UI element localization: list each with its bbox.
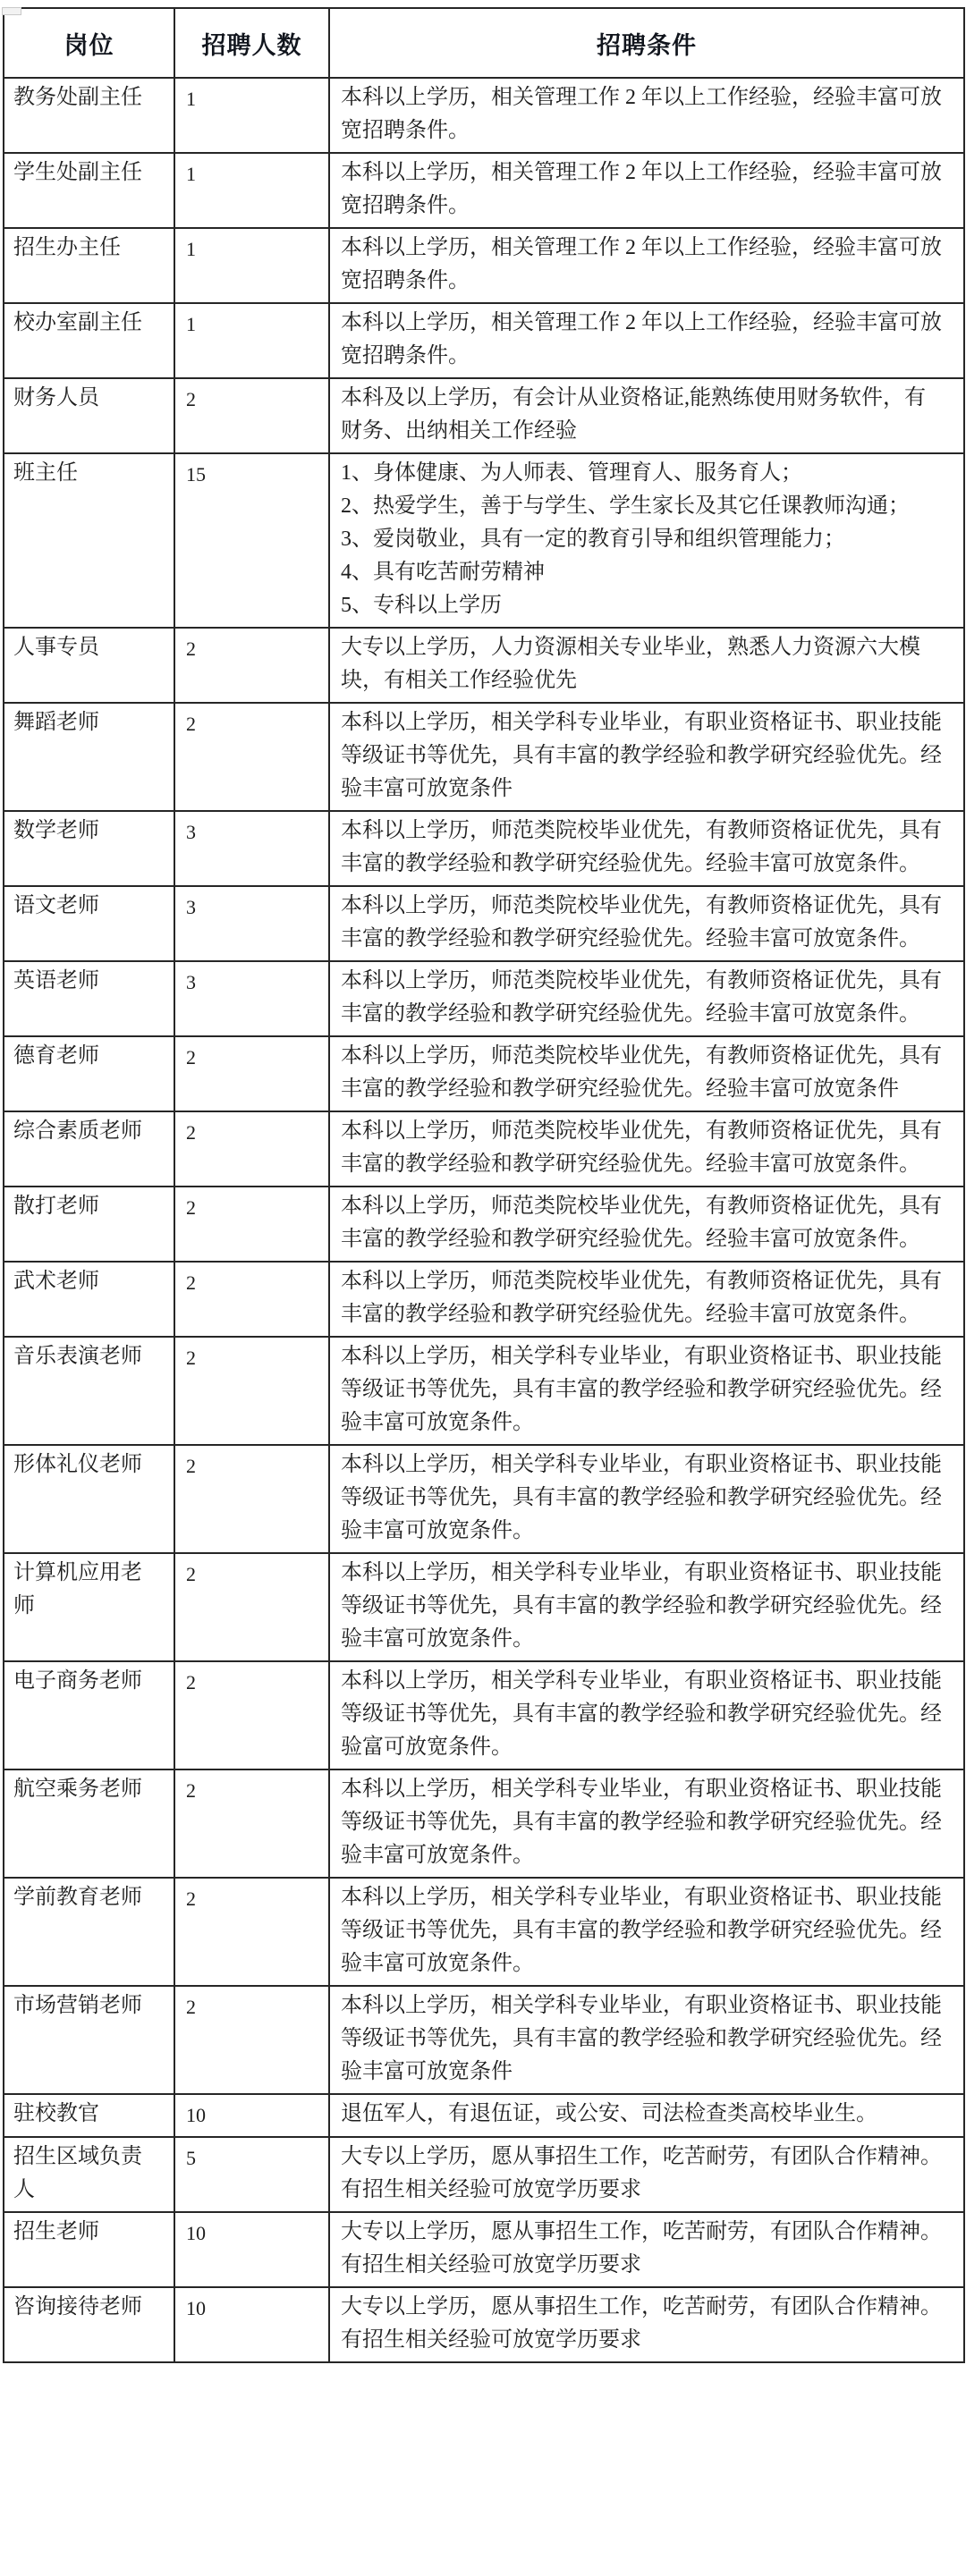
position-cell: 德育老师 bbox=[4, 1036, 174, 1111]
requirement-line: 本科以上学历，相关管理工作 2 年以上工作经验，经验丰富可放宽招聘条件。 bbox=[341, 311, 942, 367]
table-row bbox=[4, 961, 964, 1036]
position-cell: 计算机应用老师 bbox=[4, 1553, 174, 1661]
count-cell: 1 bbox=[174, 228, 329, 303]
count-cell: 2 bbox=[174, 628, 329, 703]
requirement-line: 本科以上学历，相关管理工作 2 年以上工作经验，经验丰富可放宽招聘条件。 bbox=[341, 236, 942, 292]
table-row bbox=[4, 1878, 964, 1986]
requirements-cell bbox=[329, 378, 964, 453]
document-page bbox=[0, 7, 966, 2576]
position-cell: 武术老师 bbox=[4, 1262, 174, 1337]
requirement-line: 本科以上学历，相关管理工作 2 年以上工作经验，经验丰富可放宽招聘条件。 bbox=[341, 161, 942, 217]
table-row bbox=[4, 78, 964, 153]
position-cell: 招生老师 bbox=[4, 2212, 174, 2287]
requirement-line: 本科以上学历，相关管理工作 2 年以上工作经验，经验丰富可放宽招聘条件。 bbox=[341, 86, 942, 142]
count-cell: 1 bbox=[174, 78, 329, 153]
requirement-line: 本科以上学历，师范类院校毕业优先，有教师资格证优先，具有丰富的教学经验和教学研究经验优先。经验丰富可放宽条件 bbox=[341, 1044, 942, 1101]
table-row bbox=[4, 628, 964, 703]
position-cell: 舞蹈老师 bbox=[4, 703, 174, 811]
requirement-line: 5、专科以上学历 bbox=[341, 594, 502, 617]
requirements-cell bbox=[329, 961, 964, 1036]
count-cell: 10 bbox=[174, 2094, 329, 2137]
requirements-cell bbox=[329, 1036, 964, 1111]
table-row bbox=[4, 1445, 964, 1553]
requirements-cell bbox=[329, 2212, 964, 2287]
page-corner-artifact bbox=[2, 7, 21, 15]
requirements-cell bbox=[329, 1661, 964, 1769]
table-row bbox=[4, 303, 964, 378]
count-cell: 2 bbox=[174, 1553, 329, 1661]
requirement-line: 本科以上学历，相关学科专业毕业，有职业资格证书、职业技能等级证书等优先，具有丰富的教学经验和教学研究经验优先。经验丰富可放宽条件。 bbox=[341, 1886, 942, 1975]
requirements-cell bbox=[329, 628, 964, 703]
requirements-cell bbox=[329, 2137, 964, 2212]
position-cell: 招生办主任 bbox=[4, 228, 174, 303]
table-body bbox=[4, 78, 964, 2362]
table-row bbox=[4, 811, 964, 886]
requirement-line: 大专以上学历，愿从事招生工作，吃苦耐劳，有团队合作精神。有招生相关经验可放宽学历要求 bbox=[341, 2220, 942, 2276]
requirement-line: 大专以上学历，人力资源相关专业毕业，熟悉人力资源六大模块，有相关工作经验优先 bbox=[341, 636, 920, 692]
requirements-cell bbox=[329, 1769, 964, 1878]
requirements-cell bbox=[329, 1986, 964, 2094]
table-row bbox=[4, 228, 964, 303]
table-row bbox=[4, 1986, 964, 2094]
count-cell: 2 bbox=[174, 1661, 329, 1769]
table-row bbox=[4, 2287, 964, 2362]
count-cell: 5 bbox=[174, 2137, 329, 2212]
requirements-cell bbox=[329, 1337, 964, 1445]
count-cell: 2 bbox=[174, 703, 329, 811]
requirement-line: 本科以上学历，相关学科专业毕业，有职业资格证书、职业技能等级证书等优先，具有丰富的教学经验和教学研究经验优先。经验丰富可放宽条件。 bbox=[341, 1778, 942, 1867]
requirements-cell bbox=[329, 228, 964, 303]
requirement-line: 大专以上学历，愿从事招生工作，吃苦耐劳，有团队合作精神。有招生相关经验可放宽学历要求 bbox=[341, 2145, 942, 2201]
position-cell: 驻校教官 bbox=[4, 2094, 174, 2137]
count-cell: 2 bbox=[174, 1111, 329, 1187]
count-cell: 2 bbox=[174, 1036, 329, 1111]
table-row bbox=[4, 378, 964, 453]
count-cell: 2 bbox=[174, 1187, 329, 1262]
table-row bbox=[4, 703, 964, 811]
requirement-line: 本科以上学历，师范类院校毕业优先，有教师资格证优先，具有丰富的教学经验和教学研究经验优先。经验丰富可放宽条件。 bbox=[341, 1270, 942, 1326]
count-cell: 2 bbox=[174, 378, 329, 453]
position-cell: 航空乘务老师 bbox=[4, 1769, 174, 1878]
count-cell: 2 bbox=[174, 1878, 329, 1986]
count-cell: 15 bbox=[174, 453, 329, 628]
position-cell: 教务处副主任 bbox=[4, 78, 174, 153]
requirements-cell bbox=[329, 703, 964, 811]
requirement-line: 2、热爱学生，善于与学生、学生家长及其它任课教师沟通； bbox=[341, 494, 910, 518]
table-row bbox=[4, 1036, 964, 1111]
position-cell: 财务人员 bbox=[4, 378, 174, 453]
count-cell: 2 bbox=[174, 1337, 329, 1445]
requirement-line: 3、爱岗敬业，具有一定的教育引导和组织管理能力； bbox=[341, 528, 845, 551]
table-row bbox=[4, 153, 964, 228]
table-row bbox=[4, 453, 964, 628]
count-cell: 1 bbox=[174, 153, 329, 228]
table-row bbox=[4, 1262, 964, 1337]
recruitment-table bbox=[3, 7, 965, 2363]
table-row bbox=[4, 2094, 964, 2137]
requirements-cell bbox=[329, 78, 964, 153]
requirements-cell bbox=[329, 1187, 964, 1262]
column-header-count: 招聘人数 bbox=[174, 8, 329, 78]
table-row bbox=[4, 1769, 964, 1878]
table-row bbox=[4, 1553, 964, 1661]
column-header-position: 岗位 bbox=[4, 8, 174, 78]
count-cell: 10 bbox=[174, 2287, 329, 2362]
requirements-cell bbox=[329, 303, 964, 378]
requirements-cell bbox=[329, 1262, 964, 1337]
position-cell: 人事专员 bbox=[4, 628, 174, 703]
requirement-line: 1、身体健康、为人师表、管理育人、服务育人； bbox=[341, 461, 802, 485]
count-cell: 1 bbox=[174, 303, 329, 378]
requirements-cell bbox=[329, 1111, 964, 1187]
requirement-line: 本科以上学历，相关学科专业毕业，有职业资格证书、职业技能等级证书等优先，具有丰富的教学经验和教学研究经验优先。经验丰富可放宽条件 bbox=[341, 1994, 942, 2083]
table-row bbox=[4, 2137, 964, 2212]
count-cell: 3 bbox=[174, 961, 329, 1036]
requirement-line: 大专以上学历，愿从事招生工作，吃苦耐劳，有团队合作精神。有招生相关经验可放宽学历要求 bbox=[341, 2295, 942, 2352]
position-cell: 市场营销老师 bbox=[4, 1986, 174, 2094]
count-cell: 2 bbox=[174, 1986, 329, 2094]
count-cell: 2 bbox=[174, 1445, 329, 1553]
table-row bbox=[4, 1661, 964, 1769]
table-header-row bbox=[4, 8, 964, 78]
position-cell: 学前教育老师 bbox=[4, 1878, 174, 1986]
position-cell: 班主任 bbox=[4, 453, 174, 628]
requirements-cell bbox=[329, 2287, 964, 2362]
requirement-line: 本科以上学历，师范类院校毕业优先，有教师资格证优先，具有丰富的教学经验和教学研究经验优先。经验丰富可放宽条件。 bbox=[341, 1195, 942, 1251]
count-cell: 2 bbox=[174, 1262, 329, 1337]
table-row bbox=[4, 886, 964, 961]
position-cell: 综合素质老师 bbox=[4, 1111, 174, 1187]
position-cell: 形体礼仪老师 bbox=[4, 1445, 174, 1553]
position-cell: 音乐表演老师 bbox=[4, 1337, 174, 1445]
requirements-cell bbox=[329, 1445, 964, 1553]
requirement-line: 本科以上学历，师范类院校毕业优先，有教师资格证优先，具有丰富的教学经验和教学研究经验优先。经验丰富可放宽条件。 bbox=[341, 894, 942, 950]
requirement-line: 本科以上学历，师范类院校毕业优先，有教师资格证优先，具有丰富的教学经验和教学研究经验优先。经验丰富可放宽条件。 bbox=[341, 969, 942, 1026]
position-cell: 招生区域负责人 bbox=[4, 2137, 174, 2212]
position-cell: 语文老师 bbox=[4, 886, 174, 961]
requirements-cell bbox=[329, 886, 964, 961]
count-cell: 3 bbox=[174, 886, 329, 961]
table-row bbox=[4, 1337, 964, 1445]
position-cell: 电子商务老师 bbox=[4, 1661, 174, 1769]
requirements-cell bbox=[329, 811, 964, 886]
requirements-cell bbox=[329, 2094, 964, 2137]
position-cell: 英语老师 bbox=[4, 961, 174, 1036]
requirements-cell bbox=[329, 1553, 964, 1661]
position-cell: 散打老师 bbox=[4, 1187, 174, 1262]
table-row bbox=[4, 1187, 964, 1262]
table-row bbox=[4, 2212, 964, 2287]
requirement-line: 本科及以上学历，有会计从业资格证,能熟练使用财务软件，有财务、出纳相关工作经验 bbox=[341, 386, 926, 443]
requirement-line: 本科以上学历，相关学科专业毕业，有职业资格证书、职业技能等级证书等优先，具有丰富的教学经验和教学研究经验优先。经验丰富可放宽条件。 bbox=[341, 1453, 942, 1542]
requirement-line: 本科以上学历，师范类院校毕业优先，有教师资格证优先，具有丰富的教学经验和教学研究经验优先。经验丰富可放宽条件。 bbox=[341, 819, 942, 875]
requirements-cell bbox=[329, 1878, 964, 1986]
requirements-cell bbox=[329, 153, 964, 228]
requirement-line: 本科以上学历，相关学科专业毕业，有职业资格证书、职业技能等级证书等优先，具有丰富的教学经验和教学研究经验优先。经验富可放宽条件。 bbox=[341, 1669, 942, 1759]
position-cell: 数学老师 bbox=[4, 811, 174, 886]
table-row bbox=[4, 1111, 964, 1187]
requirement-line: 4、具有吃苦耐劳精神 bbox=[341, 561, 545, 584]
column-header-requirements: 招聘条件 bbox=[329, 8, 964, 78]
requirement-line: 本科以上学历，相关学科专业毕业，有职业资格证书、职业技能等级证书等优先，具有丰富的教学经验和教学研究经验优先。经验丰富可放宽条件。 bbox=[341, 1561, 942, 1651]
requirement-line: 本科以上学历，相关学科专业毕业，有职业资格证书、职业技能等级证书等优先，具有丰富的教学经验和教学研究经验优先。经验丰富可放宽条件。 bbox=[341, 1345, 942, 1434]
requirement-line: 本科以上学历，相关学科专业毕业，有职业资格证书、职业技能等级证书等优先，具有丰富的教学经验和教学研究经验优先。经验丰富可放宽条件 bbox=[341, 711, 942, 800]
position-cell: 咨询接待老师 bbox=[4, 2287, 174, 2362]
requirement-line: 本科以上学历，师范类院校毕业优先，有教师资格证优先，具有丰富的教学经验和教学研究经验优先。经验丰富可放宽条件。 bbox=[341, 1119, 942, 1176]
requirement-line: 退伍军人，有退伍证，或公安、司法检查类高校毕业生。 bbox=[341, 2102, 877, 2125]
position-cell: 学生处副主任 bbox=[4, 153, 174, 228]
count-cell: 10 bbox=[174, 2212, 329, 2287]
position-cell: 校办室副主任 bbox=[4, 303, 174, 378]
requirements-cell bbox=[329, 453, 964, 628]
count-cell: 3 bbox=[174, 811, 329, 886]
count-cell: 2 bbox=[174, 1769, 329, 1878]
